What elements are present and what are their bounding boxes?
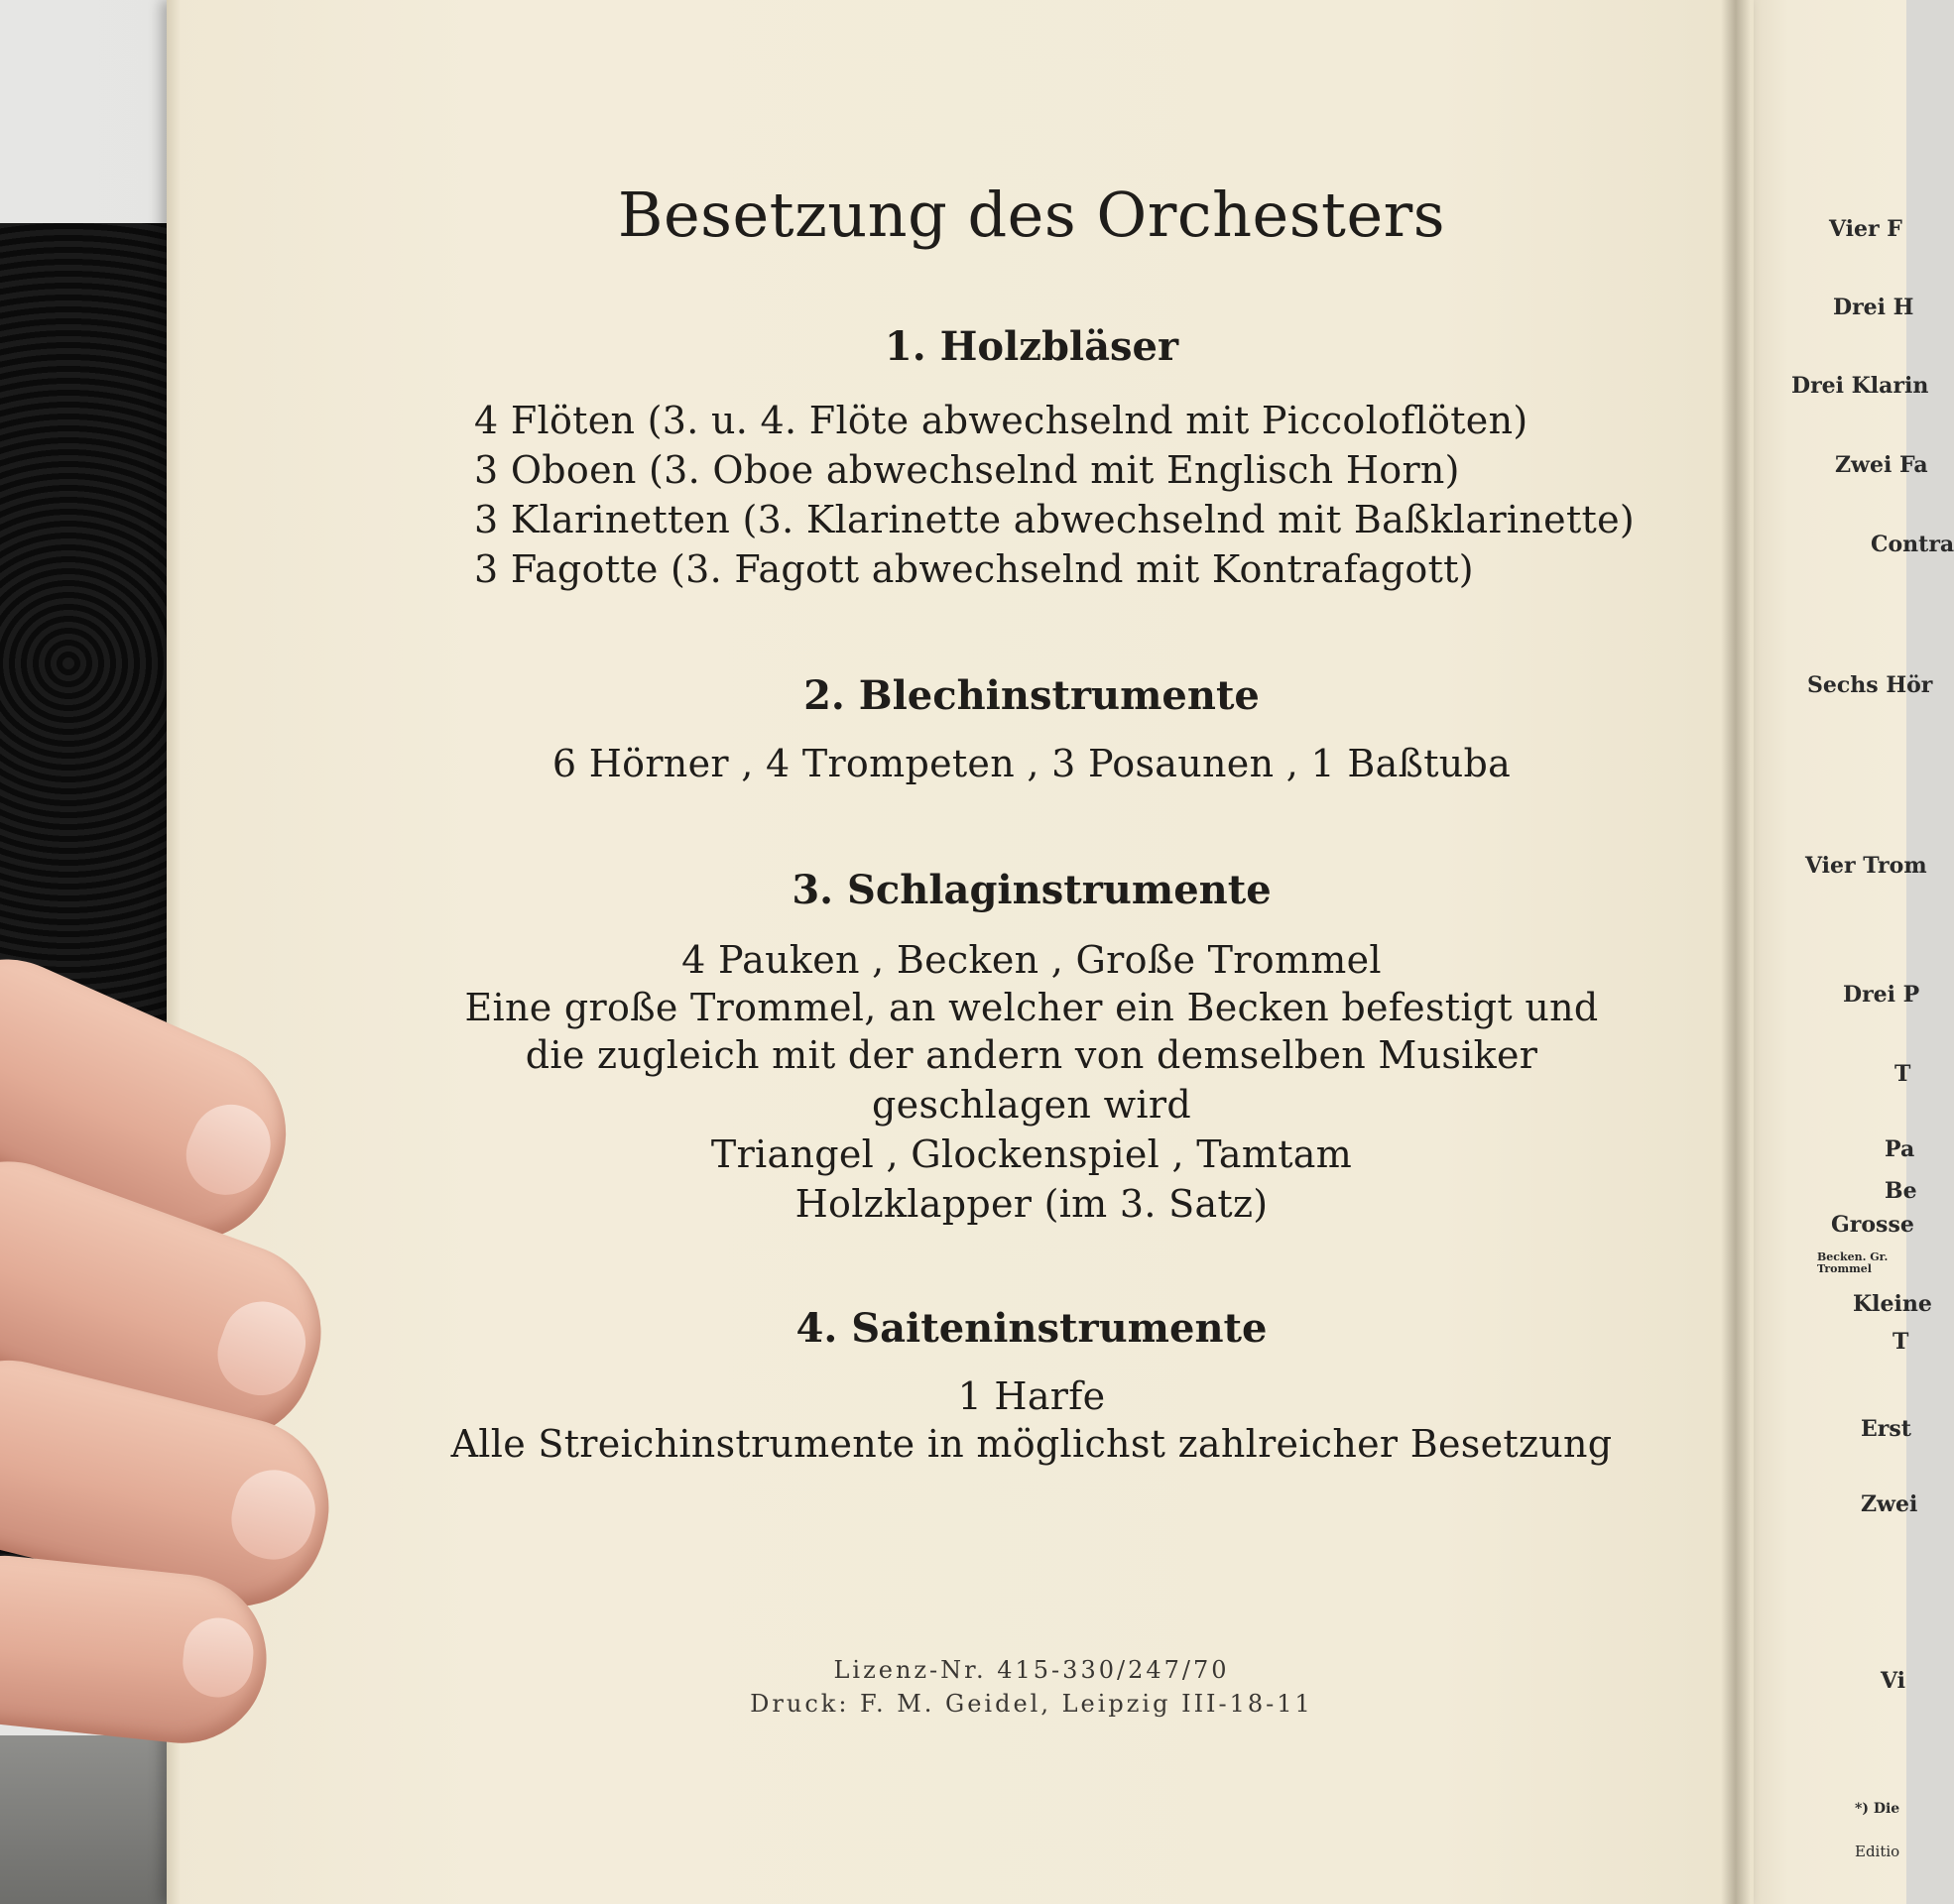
facing-page-label: *) Die [1855, 1801, 1900, 1817]
facing-page [1736, 0, 1954, 1904]
instrument-line: geschlagen wird [872, 1083, 1191, 1127]
facing-page-label: Be [1885, 1178, 1917, 1204]
facing-page-label: Editio [1855, 1843, 1900, 1860]
page-title: Besetzung des Orchesters [617, 178, 1446, 251]
facing-page-label: Pa [1885, 1136, 1915, 1162]
facing-page-label: Grosse [1831, 1212, 1914, 1238]
facing-page-label: Zwei Fa [1835, 452, 1928, 478]
facing-page-label: Drei P [1843, 982, 1920, 1008]
instrument-line: 4 Flöten (3. u. 4. Flöte abwechselnd mit Piccoloflöten) [474, 399, 1528, 442]
section-heading-strings: 4. Saiteninstrumente [795, 1305, 1268, 1352]
instrument-line: 4 Pauken , Becken , Große Trommel [681, 938, 1382, 982]
fingernail [174, 1092, 284, 1208]
facing-page-label: Zwei [1861, 1491, 1918, 1517]
facing-page-label: Erst [1861, 1416, 1911, 1442]
instrument-line: die zugleich mit der andern von demselben Musiker [525, 1033, 1538, 1077]
facing-page-label: Kleine [1853, 1291, 1932, 1317]
facing-page-label: Sechs Hör [1807, 672, 1933, 698]
fingernail [206, 1290, 316, 1406]
instrument-line: Alle Streichinstrumente in möglichst zahlreicher Besetzung [450, 1422, 1613, 1466]
facing-page-label: Vier Trom [1805, 853, 1927, 879]
section-heading-percussion: 3. Schlaginstrumente [792, 867, 1272, 913]
facing-page-label: Vi [1881, 1668, 1906, 1694]
instrument-line: 1 Harfe [957, 1374, 1106, 1418]
facing-page-label: Contra [1871, 532, 1954, 557]
instrument-line: 3 Oboen (3. Oboe abwechselnd mit Englisch Horn) [474, 448, 1460, 492]
facing-page-label: T [1893, 1329, 1909, 1355]
instrument-line: Eine große Trommel, an welcher ein Becken befestigt und [464, 986, 1599, 1029]
instrument-line: 3 Klarinetten (3. Klarinette abwechselnd mit Baßklarinette) [474, 498, 1636, 541]
section-heading-brass: 2. Blechinstrumente [803, 672, 1260, 719]
facing-page-label: Drei H [1833, 295, 1914, 320]
book-gutter [1721, 0, 1751, 1904]
fingernail [180, 1614, 257, 1701]
instrument-line: 6 Hörner , 4 Trompeten , 3 Posaunen , 1 Baßtuba [551, 742, 1512, 785]
license-number: Lizenz-Nr. 415-330/247/70 [833, 1656, 1230, 1684]
facing-page-label: Drei Klarin [1791, 373, 1929, 399]
facing-page-label: Becken. Gr. Trommel [1817, 1250, 1889, 1275]
section-heading-woodwinds: 1. Holzbläser [884, 323, 1179, 370]
fingernail [223, 1462, 323, 1568]
facing-page-label: T [1894, 1061, 1911, 1087]
facing-page-label: Vier F [1829, 216, 1902, 242]
print-credit: Druck: F. M. Geidel, Leipzig III-18-11 [750, 1690, 1313, 1718]
instrument-line: Holzklapper (im 3. Satz) [794, 1182, 1269, 1226]
instrument-line: Triangel , Glockenspiel , Tamtam [710, 1132, 1353, 1176]
instrument-line: 3 Fagotte (3. Fagott abwechselnd mit Kontrafagott) [474, 547, 1474, 591]
